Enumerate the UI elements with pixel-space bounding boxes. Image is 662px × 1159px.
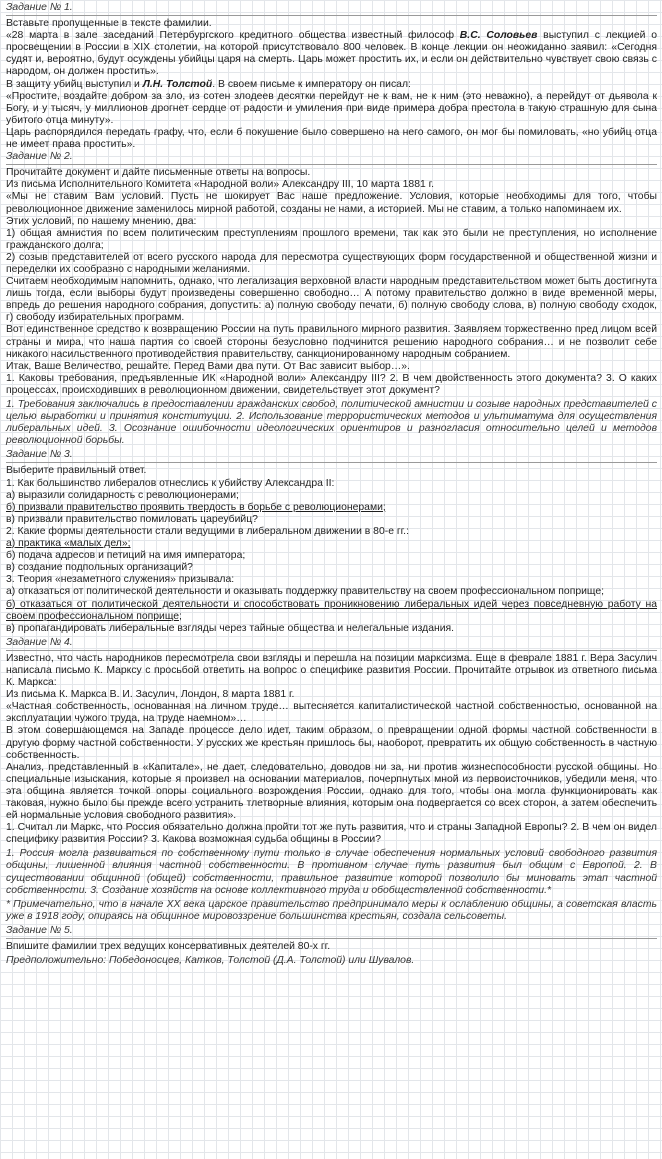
task-5-instruction: Впишите фамилии трех ведущих консервативных деятелей 80-х гг. (6, 941, 331, 953)
task-2-doc-para: «Мы не ставим Вам условий. Пусть не шокирует Вас наше предложение. Условия, которые необходимы для того, чтобы революционное движение заменилось мирной работой, созданы не нами, а историей. Мы не ставим, а только напоминаем их. (6, 191, 657, 215)
task-1-header: Задание № 1. (6, 2, 657, 16)
task-1-text-3: Царь распорядился передать графу, что, если б покушение было совершено на него самого, он мог бы помиловать, «но убийц отца не имеет права простить». (6, 126, 657, 151)
task-1-quote: «Простите, воздайте добром за зло, из сотен злодеев десятки перейдут не к вам, не к ним (это неважно), а перейдут от дьявола к Богу, и у тысяч, у миллионов дрогнет сердце от радости и умиления при виде примера добра престола в такую страшную для сына убитого отца минуту». (6, 90, 657, 126)
task-4-questions: 1. Считал ли Маркс, что Россия обязательно должна пройти тот же путь развития, что и страны Западной Европы? 2. В чем он видел специфику развития России? 3. Какова возможная судьба общины в России? (6, 822, 657, 846)
task-4-source: Из письма К. Маркса В. И. Засулич, Лондон, 8 марта 1881 г. (6, 689, 295, 701)
task-5-header: Задание № 5. (6, 925, 657, 939)
task-2-questions: 1. Каковы требования, предъявленные ИК «Народной воли» Александру III? 2. В чем двойственность этого документа? 3. О каких процессах, происходивших в революционном движении, свидетельствует этот документ? (6, 372, 657, 396)
option: в) пропагандировать либеральные взгляды через тайные общества и нелегальные издания. (6, 622, 455, 634)
task-4-answer: 1. Россия могла развиваться по собственному пути только в случае обеспечения нормальных условий свободного развития общины, лишенной влияния частной собственности. В противном случае путь развития был общим с Европой. 2. В существовании общинной (общей) собственности, правильное развитие которой позволило бы миновать этап частной собственности. 3. Создание хозяйств на основе коллективного труда и обобществленной собственности.* (6, 848, 657, 896)
task-5-answer: Предположительно: Победоносцев, Катков, Толстой (Д.А. Толстой) или Шувалов. (6, 955, 415, 967)
question-1: 1. Как большинство либералов отнеслись к убийству Александра II: (6, 477, 335, 489)
task-2-header: Задание № 2. (6, 151, 657, 165)
task-4-footnote: * Примечательно, что в начале XX века царское правительство предпринимало меры к ослаблению общины, а советская власть уже в 1918 году, опираясь на общинное мировоззрение большинства крестьян, создала сельсоветы. (6, 898, 657, 922)
option-correct: а) практика «малых дел»; (6, 538, 131, 550)
task-1-text-2: В защиту убийц выступил и Л.Н. Толстой. В своем письме к императору он писал: (6, 78, 411, 90)
task-2-answer: 1. Требования заключались в предоставлении гражданских свобод, политической амнистии и созыве народных представителей с целью выработки и принятия конституции. 2. Использование террористических методов и ультиматума для осуществления либеральных идей. 3. Осознание ошибочности идеологических ориентиров и разногласия относительно целей и методов революционной борьбы. (6, 399, 657, 447)
option-correct: б) призвали правительство проявить твердость в борьбе с революционерами; (6, 501, 386, 513)
task-1-text-1: «28 марта в зале заседаний Петербургского кредитного общества известный философ В.С. Соловьев выступил с лекцией о просвещении в России в XIX столетии, на которой присутствовало 800 человек. В конце лекции он неожиданно заявил: «Сегодня судят и, вероятно, будут осуждены убийцы царя на смерть. Царь может простить их, и если он действительно чувствует свою связь с народом, он должен простить». (6, 30, 657, 78)
inserted-name-1: В.С. Соловьев (459, 30, 538, 42)
task-3-header: Задание № 3. (6, 449, 657, 463)
question-3: 3. Теория «незаметного служения» призывала: (6, 574, 235, 586)
option: а) отказаться от политической деятельности и оказывать поддержку правительству на своем профессиональном поприще; (6, 586, 604, 598)
inserted-name-2: Л.Н. Толстой (142, 78, 213, 90)
option: а) выразили солидарность с революционерами; (6, 489, 239, 501)
task-4-quote: «Частная собственность, основанная на личном труде… вытесняется капиталистической частной собственностью, основанной на эксплуатации чужого труда, на труде наемном»… (6, 701, 657, 725)
question-2: 2. Какие формы деятельности стали ведущими в либеральном движении в 80-е гг.: (6, 525, 409, 537)
task-2-doc-para: 2) созыв представителей от всего русского народа для пересмотра существующих форм государственной и общественной жизни и переделки их сообразно с народными желаниями. (6, 251, 657, 275)
task-2-doc-para: Итак, Ваше Величество, решайте. Перед Вами два пути. От Вас зависит выбор…». (6, 360, 410, 372)
option: в) призвали правительство помиловать цареубийц? (6, 513, 258, 525)
task-4-header: Задание № 4. (6, 637, 657, 651)
task-3-instruction: Выберите правильный ответ. (6, 465, 147, 477)
option: в) создание подпольных организаций? (6, 562, 193, 574)
task-4-quote: В этом совершающемся на Западе процессе дело идет, таким образом, о превращении одной формы частной собственности в другую форму частной собственности. У русских же крестьян пришлось бы, наоборот, превратить их общую собственность в частную собственность. (6, 725, 657, 761)
task-4-quote: Анализ, представленный в «Капитале», не дает, следовательно, доводов ни за, ни против жизнеспособности русской общины. Но специальные изыскания, которые я произвел на основании материалов, почерпнутых мной из первоисточников, убедили меня, что эта община является точкой опоры социального возрождения России, однако для того, чтобы она могла функционировать как таковая, нужно было бы прежде всего устранить тлетворные влияния, которым она подвергается со всех сторон, а затем обеспечить ей нормальные условия свободного развития». (6, 761, 657, 822)
task-2-doc-para: Этих условий, по нашему мнению, два: (6, 215, 197, 227)
task-2-doc-para: Считаем необходимым напомнить, однако, что легализация верховной власти народным представительством может быть достигнута лишь тогда, если выборы будут произведены совершенно свободно… А потому правительство должно в виде временной меры, впредь до решения народного собрания, допустить: а) полную свободу печати, б) полную свободу слова, в) полную свободу сходок, г) свободу избирательных программ. (6, 276, 657, 324)
task-2-instruction: Прочитайте документ и дайте письменные ответы на вопросы. (6, 167, 311, 179)
task-2-doc-para: 1) общая амнистия по всем политическим преступлениям прошлого времени, так как это были не преступления, но исполнение гражданского долга; (6, 227, 657, 251)
task-2-doc-para: Вот единственное средство к возвращению России на путь правильного мирного развития. Заявляем торжественно пред лицом всей страны и мира, что наша партия со своей стороны безусловно подчинится решению народного собрания… и не позволит себе никакого насильственного противодействия правительству, санкционированному народным собранием. (6, 324, 657, 360)
option: б) подача адресов и петиций на имя императора; (6, 550, 246, 562)
task-2-source: Из письма Исполнительного Комитета «Народной воли» Александру III, 10 марта 1881 г. (6, 179, 435, 191)
task-4-intro: Известно, что часть народников пересмотрела свои взгляды и перешла на позиции марксизма. Еще в феврале 1881 г. Вера Засулич написала письмо К. Марксу с просьбой ответить на вопрос о специфике развития России. Прочитайте отрывок из ответного письма К. Маркса: (6, 652, 657, 689)
option-correct: б) отказаться от политической деятельности и способствовать проникновению либеральных идей через повседневную работу на своем профессиональном поприще; (6, 598, 657, 622)
task-1-instruction: Вставьте пропущенные в тексте фамилии. (6, 18, 212, 30)
